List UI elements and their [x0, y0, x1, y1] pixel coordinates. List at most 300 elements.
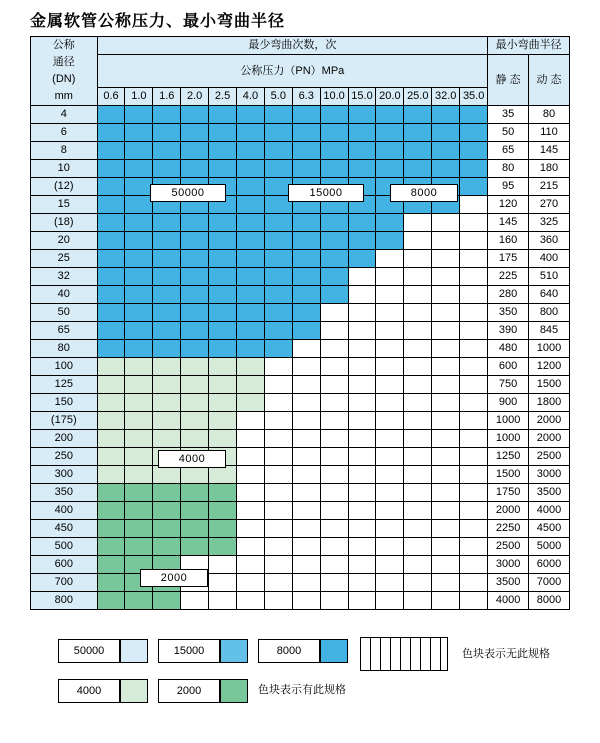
grid-cell: [125, 250, 153, 268]
table-row: [31, 376, 570, 394]
grid-cell: [376, 556, 404, 574]
grid-cell: [460, 304, 488, 322]
grid-cell: [292, 304, 320, 322]
grid-cell: [125, 502, 153, 520]
grid-cell: [292, 574, 320, 592]
grid-cell: [97, 466, 125, 484]
table-row: [31, 430, 570, 448]
grid-cell: [209, 250, 237, 268]
grid-cell: [209, 556, 237, 574]
grid-cell: [432, 592, 460, 610]
grid-cell: [153, 268, 181, 286]
grid-cell: [236, 484, 264, 502]
grid-cell: [404, 214, 432, 232]
grid-cell: [236, 430, 264, 448]
static-radius-value: 1750: [488, 484, 529, 502]
grid-cell: [264, 286, 292, 304]
grid-cell: [209, 106, 237, 124]
pn-value-12: 32.0: [432, 88, 460, 106]
grid-cell: [181, 214, 209, 232]
dn-label: 200: [31, 430, 98, 448]
dn-label: 50: [31, 304, 98, 322]
grid-cell: [236, 304, 264, 322]
grid-cell: [181, 124, 209, 142]
static-radius-value: 4000: [488, 592, 529, 610]
grid-cell: [209, 412, 237, 430]
grid-cell: [153, 286, 181, 304]
dn-header-cell: [31, 37, 98, 106]
grid-cell: [97, 430, 125, 448]
grid-cell: [348, 520, 376, 538]
grid-cell: [153, 412, 181, 430]
legend-box-2000: 2000: [158, 679, 220, 703]
grid-cell: [320, 304, 348, 322]
grid-cell: [125, 178, 153, 196]
dn-label: 8: [31, 142, 98, 160]
grid-cell: [376, 448, 404, 466]
grid-cell: [181, 412, 209, 430]
grid-cell: [460, 124, 488, 142]
grid-cell: [97, 232, 125, 250]
grid-cell: [292, 592, 320, 610]
grid-cell: [320, 358, 348, 376]
dynamic-radius-value: 4000: [528, 502, 569, 520]
table-row: [31, 502, 570, 520]
dynamic-radius-value: 3500: [528, 484, 569, 502]
grid-cell: [264, 592, 292, 610]
grid-cell: [264, 574, 292, 592]
grid-cell: [292, 268, 320, 286]
grid-cell: [460, 358, 488, 376]
grid-cell: [236, 592, 264, 610]
grid-cell: [320, 106, 348, 124]
pn-value-10: 20.0: [376, 88, 404, 106]
grid-cell: [432, 358, 460, 376]
grid-cell: [153, 160, 181, 178]
grid-cell: [97, 592, 125, 610]
grid-cell: [181, 484, 209, 502]
static-radius-value: 2000: [488, 502, 529, 520]
grid-cell: [432, 268, 460, 286]
table-row: [31, 268, 570, 286]
dynamic-radius-value: 400: [528, 250, 569, 268]
grid-cell: [348, 376, 376, 394]
grid-cell: [460, 268, 488, 286]
static-radius-value: 3000: [488, 556, 529, 574]
grid-cell: [181, 268, 209, 286]
grid-cell: [376, 322, 404, 340]
callout-label-8000: 8000: [390, 184, 458, 202]
grid-cell: [264, 250, 292, 268]
grid-cell: [125, 304, 153, 322]
grid-cell: [264, 268, 292, 286]
grid-cell: [125, 538, 153, 556]
dynamic-radius-value: 2000: [528, 430, 569, 448]
dynamic-radius-value: 110: [528, 124, 569, 142]
grid-cell: [432, 538, 460, 556]
grid-cell: [125, 106, 153, 124]
grid-cell: [209, 520, 237, 538]
pn-value-5: 4.0: [236, 88, 264, 106]
grid-cell: [125, 376, 153, 394]
grid-cell: [348, 232, 376, 250]
grid-cell: [125, 448, 153, 466]
callout-label-2000: 2000: [140, 569, 208, 587]
grid-cell: [209, 142, 237, 160]
pn-value-0: 0.6: [97, 88, 125, 106]
dn-label: 4: [31, 106, 98, 124]
dn-label: 32: [31, 268, 98, 286]
dynamic-radius-value: 845: [528, 322, 569, 340]
grid-cell: [292, 394, 320, 412]
grid-cell: [264, 520, 292, 538]
table-row: [31, 340, 570, 358]
grid-cell: [404, 322, 432, 340]
table-body: [31, 106, 570, 610]
grid-cell: [432, 376, 460, 394]
grid-cell: [264, 322, 292, 340]
grid-cell: [264, 340, 292, 358]
table-row: [31, 556, 570, 574]
grid-cell: [460, 322, 488, 340]
grid-cell: [320, 124, 348, 142]
dn-label: 400: [31, 502, 98, 520]
grid-cell: [292, 376, 320, 394]
grid-cell: [404, 538, 432, 556]
grid-cell: [153, 358, 181, 376]
grid-cell: [348, 484, 376, 502]
static-radius-value: 1500: [488, 466, 529, 484]
grid-cell: [292, 538, 320, 556]
grid-cell: [125, 592, 153, 610]
dn-header-line2: 通径: [52, 56, 75, 68]
grid-cell: [236, 178, 264, 196]
grid-cell: [181, 358, 209, 376]
grid-cell: [404, 376, 432, 394]
table-row: [31, 304, 570, 322]
grid-cell: [209, 538, 237, 556]
grid-cell: [432, 412, 460, 430]
grid-cell: [348, 556, 376, 574]
callout-label-50000: 50000: [150, 184, 226, 202]
grid-cell: [348, 538, 376, 556]
dn-header-line4: mm: [54, 90, 73, 102]
grid-cell: [292, 232, 320, 250]
grid-cell: [153, 250, 181, 268]
table-row: [31, 322, 570, 340]
grid-cell: [460, 484, 488, 502]
callout-label-15000: 15000: [288, 184, 364, 202]
grid-cell: [320, 430, 348, 448]
grid-cell: [236, 394, 264, 412]
grid-cell: [236, 196, 264, 214]
grid-cell: [181, 304, 209, 322]
grid-cell: [432, 466, 460, 484]
grid-cell: [460, 340, 488, 358]
table-row: [31, 574, 570, 592]
grid-cell: [292, 142, 320, 160]
grid-cell: [181, 520, 209, 538]
grid-cell: [181, 376, 209, 394]
grid-cell: [209, 376, 237, 394]
grid-cell: [236, 322, 264, 340]
dn-label: (175): [31, 412, 98, 430]
grid-cell: [348, 322, 376, 340]
grid-cell: [153, 232, 181, 250]
static-radius-value: 120: [488, 196, 529, 214]
grid-cell: [209, 358, 237, 376]
grid-cell: [264, 160, 292, 178]
grid-cell: [97, 394, 125, 412]
grid-cell: [376, 286, 404, 304]
table-row: [31, 286, 570, 304]
grid-cell: [320, 484, 348, 502]
table-row: [31, 412, 570, 430]
dynamic-radius-value: 2500: [528, 448, 569, 466]
grid-cell: [125, 286, 153, 304]
dynamic-radius-value: 3000: [528, 466, 569, 484]
grid-cell: [125, 520, 153, 538]
grid-cell: [348, 340, 376, 358]
grid-cell: [348, 430, 376, 448]
grid-cell: [153, 142, 181, 160]
grid-cell: [432, 232, 460, 250]
grid-cell: [97, 142, 125, 160]
grid-cell: [153, 520, 181, 538]
grid-cell: [125, 232, 153, 250]
grid-cell: [432, 430, 460, 448]
grid-cell: [320, 538, 348, 556]
grid-cell: [432, 322, 460, 340]
grid-cell: [348, 304, 376, 322]
grid-cell: [320, 412, 348, 430]
grid-cell: [460, 430, 488, 448]
grid-cell: [376, 376, 404, 394]
grid-cell: [432, 250, 460, 268]
dn-label: 300: [31, 466, 98, 484]
grid-cell: [181, 250, 209, 268]
dynamic-radius-value: 360: [528, 232, 569, 250]
dynamic-radius-value: 1800: [528, 394, 569, 412]
grid-cell: [292, 412, 320, 430]
grid-cell: [348, 502, 376, 520]
grid-cell: [404, 160, 432, 178]
table-header: [31, 37, 570, 106]
grid-cell: [432, 448, 460, 466]
grid-cell: [292, 214, 320, 232]
grid-cell: [209, 322, 237, 340]
dynamic-radius-value: 510: [528, 268, 569, 286]
grid-cell: [97, 502, 125, 520]
grid-cell: [320, 268, 348, 286]
grid-cell: [209, 430, 237, 448]
grid-cell: [209, 502, 237, 520]
grid-cell: [209, 484, 237, 502]
grid-cell: [97, 358, 125, 376]
grid-cell: [264, 214, 292, 232]
grid-cell: [236, 376, 264, 394]
grid-cell: [97, 268, 125, 286]
grid-cell: [376, 538, 404, 556]
grid-cell: [264, 502, 292, 520]
dn-label: 6: [31, 124, 98, 142]
grid-cell: [320, 286, 348, 304]
grid-cell: [404, 556, 432, 574]
legend-chip-4000: [120, 679, 148, 703]
grid-cell: [432, 502, 460, 520]
grid-cell: [404, 340, 432, 358]
grid-cell: [181, 430, 209, 448]
grid-cell: [153, 124, 181, 142]
grid-cell: [125, 322, 153, 340]
table-row: [31, 106, 570, 124]
grid-cell: [153, 484, 181, 502]
grid-cell: [348, 412, 376, 430]
grid-cell: [236, 520, 264, 538]
grid-cell: [209, 466, 237, 484]
grid-cell: [97, 250, 125, 268]
pn-value-6: 5.0: [264, 88, 292, 106]
grid-cell: [209, 340, 237, 358]
dn-label: 15: [31, 196, 98, 214]
grid-cell: [236, 214, 264, 232]
grid-cell: [348, 142, 376, 160]
dn-label: 600: [31, 556, 98, 574]
grid-cell: [460, 502, 488, 520]
dn-label: 65: [31, 322, 98, 340]
grid-cell: [460, 412, 488, 430]
grid-cell: [348, 124, 376, 142]
legend-box-8000: 8000: [258, 639, 320, 663]
grid-cell: [432, 214, 460, 232]
grid-cell: [181, 106, 209, 124]
static-radius-value: 2250: [488, 520, 529, 538]
dynamic-radius-value: 7000: [528, 574, 569, 592]
grid-cell: [460, 214, 488, 232]
grid-cell: [376, 214, 404, 232]
legend-note-striped: 色块表示无此规格: [462, 648, 550, 660]
table-row: [31, 358, 570, 376]
grid-cell: [264, 484, 292, 502]
legend-box-4000: 4000: [58, 679, 120, 703]
grid-cell: [97, 538, 125, 556]
dynamic-radius-value: 640: [528, 286, 569, 304]
grid-cell: [404, 466, 432, 484]
grid-cell: [320, 574, 348, 592]
grid-cell: [125, 466, 153, 484]
legend-chip-2000: [220, 679, 248, 703]
dynamic-radius-value: 1500: [528, 376, 569, 394]
static-radius-value: 600: [488, 358, 529, 376]
grid-cell: [209, 232, 237, 250]
grid-cell: [97, 322, 125, 340]
static-radius-value: 95: [488, 178, 529, 196]
grid-cell: [97, 286, 125, 304]
grid-cell: [404, 502, 432, 520]
grid-cell: [153, 304, 181, 322]
legend-chip-8000: [320, 639, 348, 663]
grid-cell: [376, 232, 404, 250]
grid-cell: [460, 142, 488, 160]
grid-cell: [97, 556, 125, 574]
grid-cell: [320, 520, 348, 538]
static-radius-value: 145: [488, 214, 529, 232]
grid-cell: [153, 214, 181, 232]
table-row: [31, 538, 570, 556]
grid-cell: [460, 520, 488, 538]
table-row: [31, 214, 570, 232]
dynamic-radius-value: 5000: [528, 538, 569, 556]
grid-cell: [404, 106, 432, 124]
static-radius-value: 35: [488, 106, 529, 124]
grid-cell: [320, 250, 348, 268]
dn-label: 250: [31, 448, 98, 466]
dynamic-radius-header: 动 态: [528, 55, 569, 106]
static-radius-value: 390: [488, 322, 529, 340]
grid-cell: [292, 124, 320, 142]
grid-cell: [125, 160, 153, 178]
grid-cell: [125, 412, 153, 430]
grid-cell: [292, 106, 320, 124]
dn-label: 450: [31, 520, 98, 538]
grid-cell: [376, 430, 404, 448]
grid-cell: [264, 142, 292, 160]
grid-cell: [292, 484, 320, 502]
grid-cell: [236, 502, 264, 520]
grid-cell: [97, 106, 125, 124]
grid-cell: [209, 592, 237, 610]
grid-cell: [460, 376, 488, 394]
grid-cell: [460, 196, 488, 214]
grid-cell: [320, 160, 348, 178]
dn-label: 350: [31, 484, 98, 502]
grid-cell: [432, 574, 460, 592]
grid-cell: [153, 394, 181, 412]
grid-cell: [97, 304, 125, 322]
dn-label: 125: [31, 376, 98, 394]
spec-table-wrapper: [30, 36, 570, 610]
pn-value-7: 6.3: [292, 88, 320, 106]
grid-cell: [97, 574, 125, 592]
dn-label: 500: [31, 538, 98, 556]
grid-cell: [209, 124, 237, 142]
dn-label: 10: [31, 160, 98, 178]
grid-cell: [348, 250, 376, 268]
grid-cell: [460, 574, 488, 592]
dn-header-line3: (DN): [52, 73, 76, 85]
static-radius-value: 65: [488, 142, 529, 160]
static-radius-value: 225: [488, 268, 529, 286]
grid-cell: [432, 556, 460, 574]
grid-cell: [376, 466, 404, 484]
grid-cell: [153, 502, 181, 520]
grid-cell: [348, 574, 376, 592]
page-title: 金属软管公称压力、最小弯曲半径: [30, 13, 286, 30]
grid-cell: [460, 178, 488, 196]
grid-cell: [404, 394, 432, 412]
dn-label: 20: [31, 232, 98, 250]
grid-cell: [125, 484, 153, 502]
grid-cell: [97, 178, 125, 196]
grid-cell: [376, 592, 404, 610]
static-radius-value: 160: [488, 232, 529, 250]
grid-cell: [292, 520, 320, 538]
table-row: [31, 592, 570, 610]
grid-cell: [376, 502, 404, 520]
grid-cell: [181, 286, 209, 304]
dynamic-radius-value: 1200: [528, 358, 569, 376]
table-row: [31, 520, 570, 538]
